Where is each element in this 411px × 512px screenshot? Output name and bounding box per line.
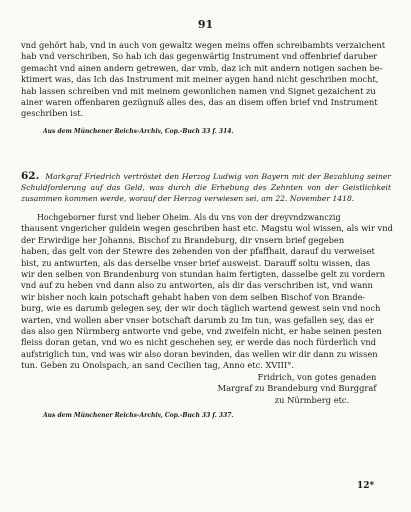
text-line: ainer waren offenbaren gezügnuß alles des, das an disem offen brief vnd Instrument <box>21 97 378 108</box>
signature-mark: 12* <box>357 481 375 491</box>
text-line: bist, zu antwurten, als das derselbe vnser brief ausweist. Darauff soltu wissen, das <box>21 257 370 268</box>
text-line: burg, wie es darumb gelegen sey, der wir doch täglich wartend gewest sein vnd noch <box>21 303 381 314</box>
page-number: 91 <box>197 18 214 31</box>
text-line: hab vnd verschriben, So hab ich das gegenwärtig Instrument vnd offenbrief daruber <box>21 51 378 62</box>
text-line: gemacht vnd ainen andern getrewen, dar vmb, daz ich mit andern notigen sachen be- <box>21 62 383 73</box>
text-line: vnd gehört hab, vnd in auch von gewaltz wegen meins offen schreibambts verzaichent <box>21 40 386 50</box>
signature-line: zu Nürmberg etc. <box>274 394 350 405</box>
text-line: fleiss doran getan, vnd wo es nicht geschehen sey, er werde das noch fürderlich vnd <box>21 337 377 348</box>
signature-line: Margraf zu Brandeburg vnd Burggraf <box>217 383 377 394</box>
document-heading <box>21 171 391 205</box>
text-line: das also gen Nürmberg antworte vnd gebe, vnd zweifeln nicht, er habe seinen pesten <box>21 326 382 337</box>
text-line: wir bisher noch kain potschaft gehabt haben von dem selben Bischof von Brande- <box>21 291 366 302</box>
text-line: aufstriglich tun, vnd was wir also doran bevinden, das wellen wir dir dann zu wissen <box>21 348 378 359</box>
text-line: Hochgeborner furst vnd lieber Oheim. Als du vns von der dreyvndzwanczig <box>37 213 341 222</box>
document-a-text <box>21 40 393 137</box>
text-line: ktimert was, das Ich das Instrument mit meiner aygen hand nicht geschriben mocht, <box>21 74 379 85</box>
source-citation: Aus dem Münchener Reichs-Archiv, Cop.-Buch 33 f. 314. <box>43 127 234 135</box>
signature-line: Fridrich, von gotes genaden <box>257 371 377 382</box>
signature-block <box>21 372 393 406</box>
document-b-text <box>21 212 393 421</box>
text-line: wir den selben von Brandenburg von stundan haim fertigten, dasselbe gelt zu vordern <box>21 269 386 280</box>
text-line: geschriben ist. <box>21 108 84 119</box>
document-summary: Markgraf Friedrich vertröstet den Herzog Ludwig von Bayern mit der Bezahlung seiner Schuldforderung auf das Geld, was durch die Erhebung des Zehnten von der Geistlichkeit zusammen kommen werde, worauf der Herzog verwiesen sei, am 22. November 1418. <box>21 172 391 204</box>
text-line: warten, vnd wollen aber vnser botschaft darumb zu Im tun, was gefallen sey, das er <box>21 314 374 325</box>
source-citation: Aus dem Münchener Reichs-Archiv, Cop.-Buch 33 f. 337. <box>43 411 234 419</box>
document-number: 62. <box>21 170 40 182</box>
text-line: haben, das gelt von der Stewre des zehenden von der pfaffhait, darauf du verweiset <box>21 246 375 257</box>
text-line: der Erwirdige her Johanns, Bischof zu Brandeburg, dir vnsern brief gegeben <box>21 234 345 245</box>
text-line: thausent vngericher guldein wegen geschriben hast etc. Magstu wol wissen, als wir vnd <box>21 223 393 234</box>
text-line: tun. Geben zu Onolspach, an sand Cecilien tag, Anno etc. XVIII°. <box>21 360 295 371</box>
text-line: hab lassen schreiben vnd mit meinem gewonlichen namen vnd Signet gezaichent zu <box>21 85 376 96</box>
text-line: vnd auf zu heben vnd dann also zu antworten, als dir das verschriben ist, vnd wann <box>21 280 373 291</box>
